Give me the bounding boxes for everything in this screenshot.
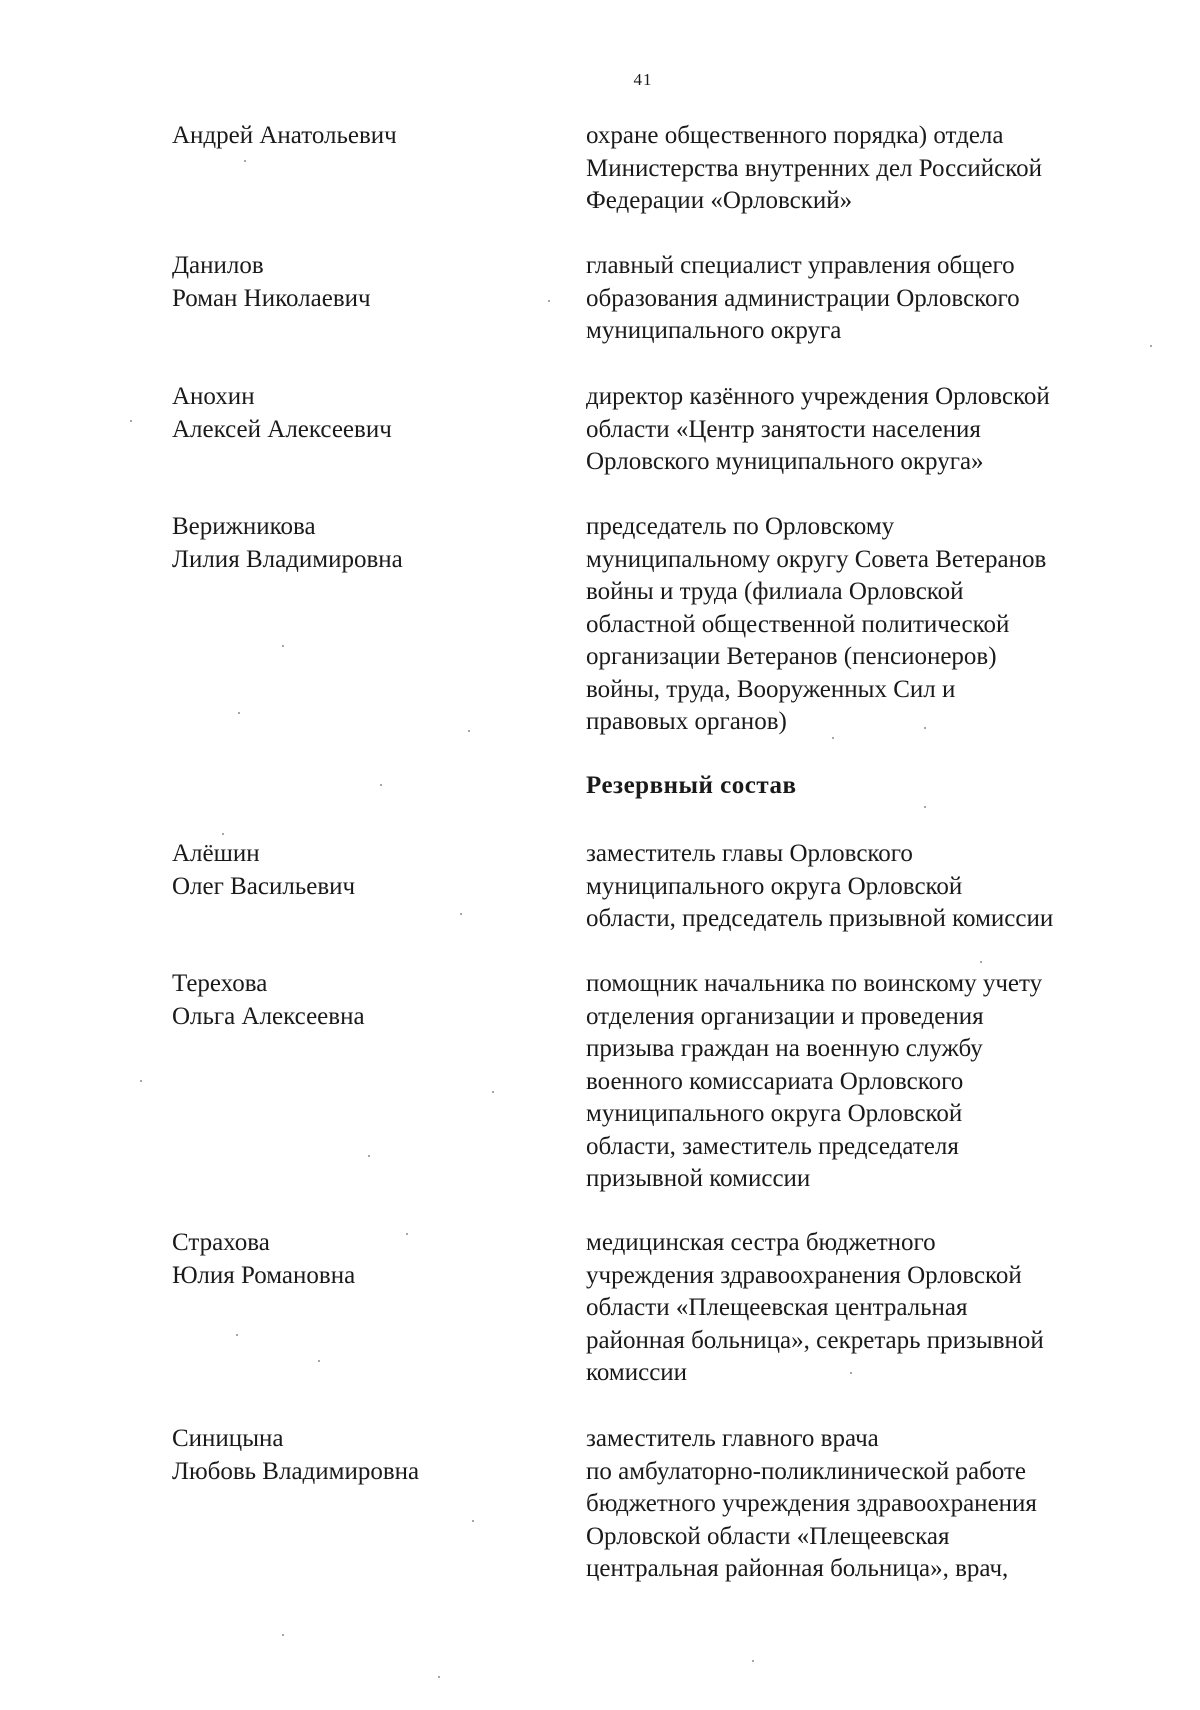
member-surname: Терехова [172,970,268,997]
member-position-line: муниципальному округу Совета Ветеранов [586,545,1047,573]
member-surname: Анохин [172,383,255,410]
member-position-line: председатель по Орловскому [586,513,895,540]
member-position-line: войны, труда, Вооруженных Сил и [586,675,956,703]
member-surname: Синицына [172,1425,284,1452]
member-name [172,1227,562,1292]
member-position-line: бюджетного учреждения здравоохранения [586,1490,1037,1517]
member-position-line: отделения организации и проведения [586,1002,984,1030]
member-given-names: Юлия Романовна [172,1261,356,1289]
member-given-names: Олег Васильевич [172,872,356,900]
member-position [586,838,1146,936]
scan-speck [1150,345,1152,347]
page-number: 41 [633,70,653,89]
member-position-line: организации Ветеранов (пенсионеров) [586,643,997,670]
member-name [172,381,562,446]
member-position [586,511,1146,739]
scan-speck [548,300,550,302]
scan-speck [438,1676,440,1678]
member-name [172,968,562,1033]
member-position-line: главный специалист управления общего [586,252,1015,279]
scan-speck [850,1372,852,1374]
member-position [586,120,1146,218]
member-name [172,511,562,576]
member-surname: Страхова [172,1229,270,1256]
reserve-section-heading: Резервный состав [586,772,797,799]
member-position-line: Орловского муниципального округа» [586,448,984,475]
member-surname: Данилов [172,252,264,279]
scan-speck [468,730,470,732]
scan-speck [832,737,834,739]
scan-speck [368,1155,370,1157]
member-position-line: заместитель главного врача [586,1425,879,1452]
member-position [586,1227,1146,1390]
scan-speck [238,712,240,714]
member-position-line: комиссии [586,1359,688,1386]
member-given-names: Роман Николаевич [172,284,371,312]
member-name [172,1423,562,1488]
member-position [586,1423,1146,1586]
scan-speck [244,160,246,162]
scan-speck [752,1660,754,1662]
member-surname: Алёшин [172,840,260,867]
member-position [586,968,1146,1196]
member-position-line: директор казённого учреждения Орловской [586,383,1050,410]
member-position [586,250,1146,348]
scan-speck [406,1233,408,1235]
scan-speck [318,1360,320,1362]
member-surname: Верижникова [172,513,316,540]
scan-speck [140,1080,142,1082]
member-position-line: призыва граждан на военную службу [586,1035,983,1062]
scan-speck [236,1334,238,1336]
member-position-line: медицинская сестра бюджетного [586,1229,936,1256]
member-name [172,120,562,153]
member-position-line: области, заместитель председателя [586,1132,959,1160]
member-given-names: Любовь Владимировна [172,1457,420,1485]
member-position-line: по амбулаторно-поликлинической работе [586,1457,1027,1485]
scan-speck [130,420,132,422]
member-position-line: правовых органов) [586,708,787,735]
scan-speck [460,913,462,915]
scan-speck [492,1091,494,1093]
member-position-line: области, председатель призывной комиссии [586,905,1054,932]
member-position-line: областной общественной политической [586,610,1010,638]
member-position-line: охране общественного порядка) отдела [586,122,1004,149]
member-position-line: призывной комиссии [586,1165,811,1192]
scan-speck [282,645,284,647]
member-position [586,381,1146,479]
member-position-line: муниципального округа Орловской [586,1100,963,1127]
scan-speck [282,1634,284,1636]
member-position-line: области «Плещеевская центральная [586,1294,968,1321]
member-given-names: Лилия Владимировна [172,545,403,573]
member-position-line: войны и труда (филиала Орловской [586,578,964,605]
scan-speck [924,806,926,808]
member-position-line: муниципального округа [586,317,842,344]
scan-speck [924,727,926,729]
member-position-line: Орловской области «Плещеевская [586,1522,950,1550]
scan-speck [222,833,224,835]
scan-speck [472,1520,474,1522]
scan-speck [980,961,982,963]
member-position-line: помощник начальника по воинскому учету [586,970,1043,997]
member-position-line: образования администрации Орловского [586,284,1020,312]
member-position-line: учреждения здравоохранения Орловской [586,1261,1022,1289]
member-position-line: муниципального округа Орловской [586,872,963,900]
member-position-line: заместитель главы Орловского [586,840,913,867]
scan-speck [380,784,382,786]
member-position-line: центральная районная больница», врач, [586,1555,1009,1582]
member-position-line: военного комиссариата Орловского [586,1067,964,1095]
member-name [172,250,562,315]
member-given-names: Алексей Алексеевич [172,415,392,443]
member-position-line: Министерства внутренних дел Российской [586,154,1042,182]
member-name-line: Андрей Анатольевич [172,122,397,149]
member-position-line: Федерации «Орловский» [586,187,853,214]
member-position-line: районная больница», секретарь призывной [586,1326,1044,1354]
member-name [172,838,562,903]
member-given-names: Ольга Алексеевна [172,1002,365,1030]
member-position-line: области «Центр занятости населения [586,415,981,443]
